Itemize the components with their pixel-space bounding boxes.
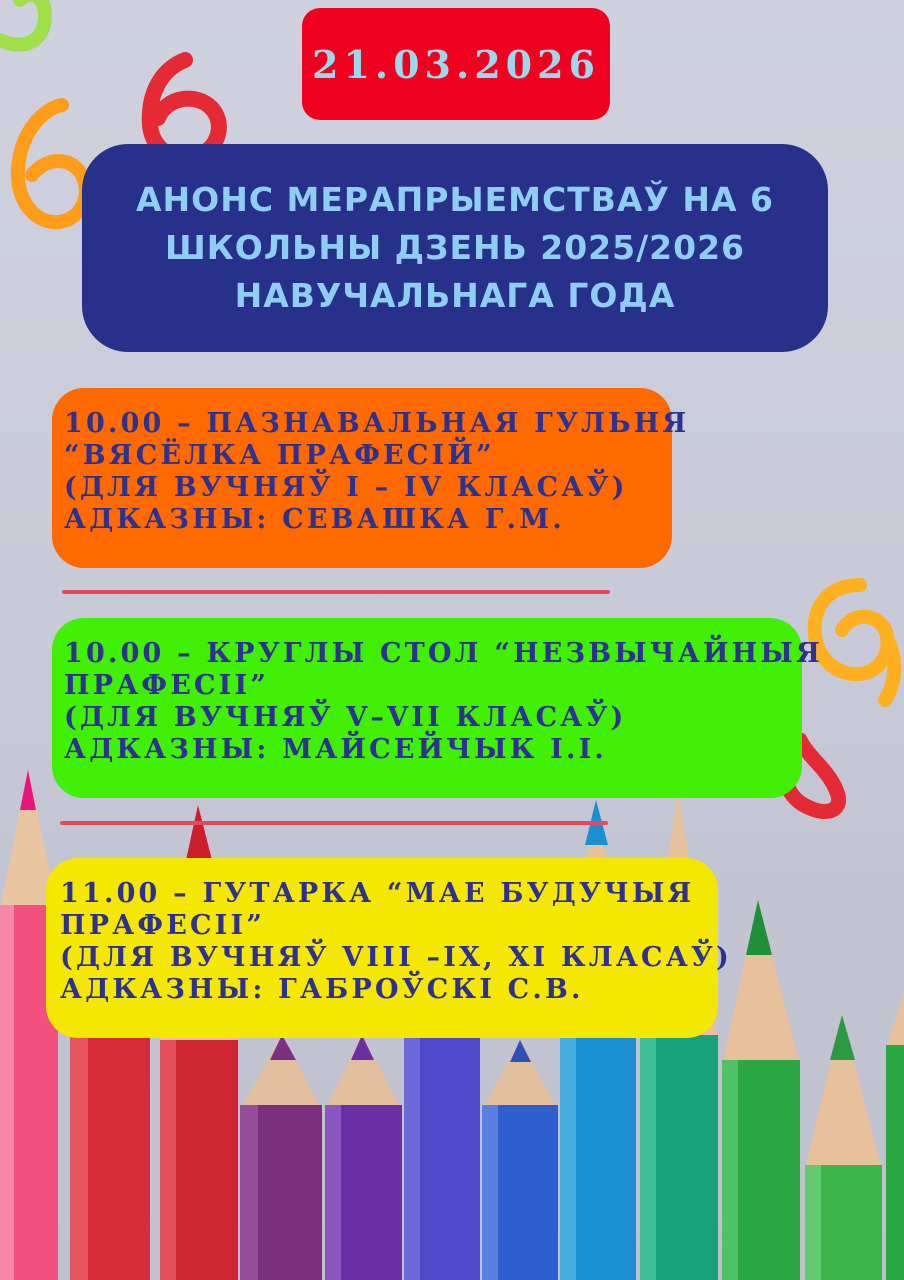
event-3-time-title: 11.00 – ГУТАРКА “МАЕ БУДУЧЫЯ bbox=[60, 878, 695, 909]
title-line-2: ШКОЛЬНЫ ДЗЕНЬ 2025/2026 bbox=[164, 228, 746, 267]
orange-letter-right-icon bbox=[815, 585, 894, 700]
event-2-audience: (ДЛЯ ВУЧНЯЎ V–VII КЛАСАЎ) bbox=[64, 702, 627, 733]
divider-1 bbox=[62, 590, 610, 594]
event-card-1 bbox=[52, 388, 690, 568]
event-2-name: ПРАФЕСІІ” bbox=[64, 670, 270, 701]
page-title bbox=[118, 176, 792, 320]
green-swirl-icon bbox=[0, 0, 45, 45]
event-3-audience: (ДЛЯ ВУЧНЯЎ VIII –IX, XI КЛАСАЎ) bbox=[60, 942, 732, 973]
title-banner bbox=[82, 144, 828, 352]
title-line-3: НАВУЧАЛЬНАГА ГОДА bbox=[234, 276, 676, 315]
event-3-responsible: АДКАЗНЫ: ГАБРОЎСКІ С.В. bbox=[60, 974, 584, 1005]
pencil-green-right bbox=[805, 1015, 882, 1280]
event-card-3 bbox=[46, 858, 732, 1038]
pencil-pink bbox=[0, 770, 58, 1280]
pencil-blue bbox=[482, 1040, 558, 1280]
pencil-purple bbox=[325, 1035, 402, 1280]
orange-letter-left-icon bbox=[18, 105, 86, 222]
event-card-2 bbox=[52, 618, 824, 798]
event-1-audience: (ДЛЯ ВУЧНЯЎ I – IV КЛАСАЎ) bbox=[64, 472, 628, 503]
pencil-violet-blue bbox=[404, 1038, 480, 1280]
divider-2 bbox=[60, 821, 608, 825]
date-text: 21.03.2026 bbox=[312, 41, 600, 87]
event-1-time-title: 10.00 – ПАЗНАВАЛЬНАЯ ГУЛЬНЯ bbox=[64, 408, 690, 439]
event-3-name: ПРАФЕСІІ” bbox=[60, 910, 266, 941]
event-1-responsible: АДКАЗНЫ: СЕВАШКА Г.М. bbox=[64, 504, 565, 535]
pencil-green bbox=[722, 900, 800, 1280]
pencil-edge-right bbox=[886, 990, 904, 1280]
event-2-time-title: 10.00 – КРУГЛЫ СТОЛ “НЕЗВЫЧАЙНЫЯ bbox=[64, 638, 824, 669]
event-2-responsible: АДКАЗНЫ: МАЙСЕЙЧЫК І.І. bbox=[64, 734, 608, 765]
title-line-1: АНОНС МЕРАПРЫЕМСТВАЎ НА 6 bbox=[136, 180, 774, 219]
date-badge bbox=[302, 8, 610, 120]
event-1-name: “ВЯСЁЛКА ПРАФЕСІЙ” bbox=[64, 440, 495, 471]
pencil-plum bbox=[240, 1035, 322, 1280]
